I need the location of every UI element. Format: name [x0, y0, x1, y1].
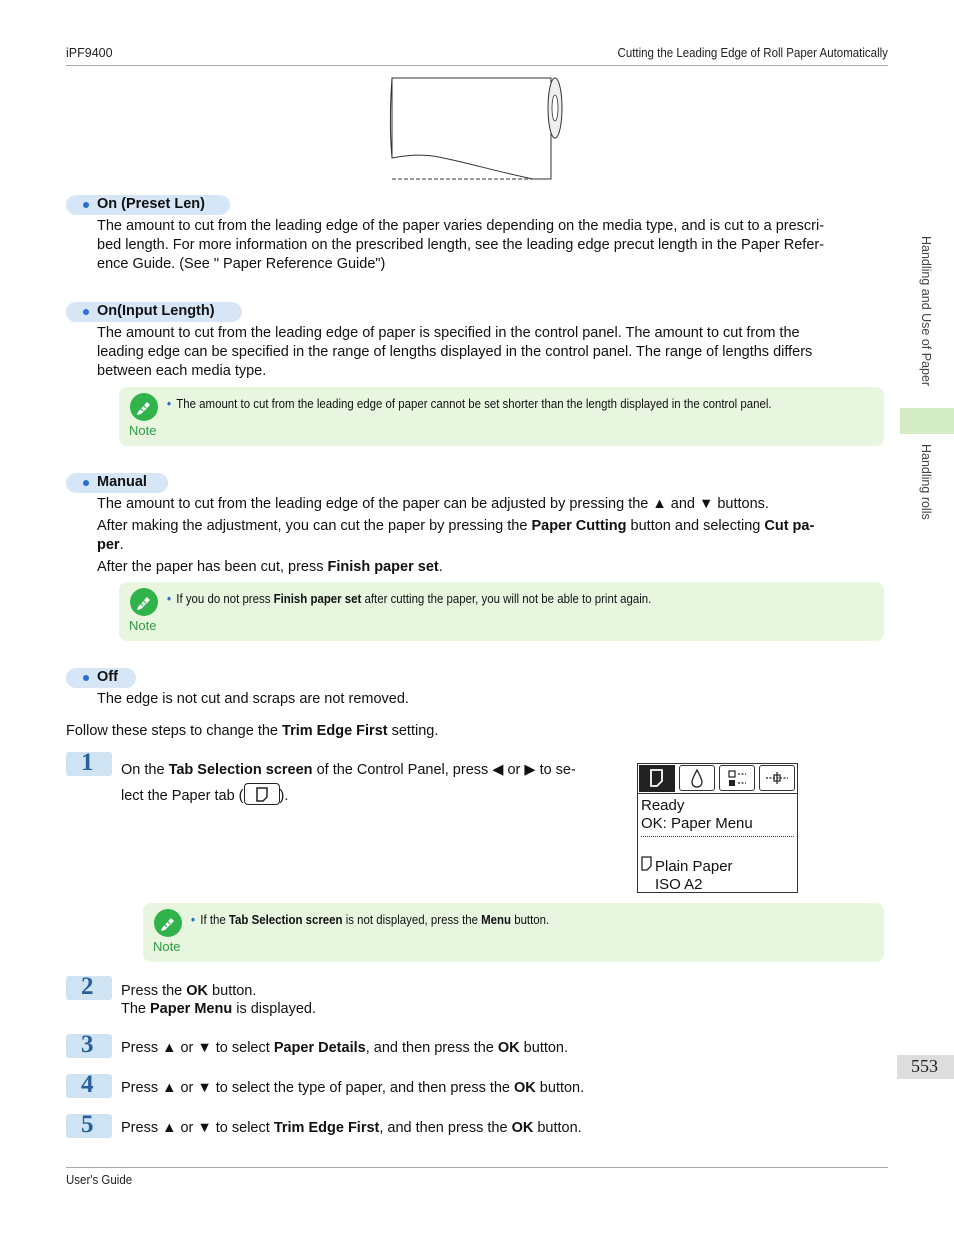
lcd-ok-paper-menu: OK: Paper Menu — [641, 815, 753, 832]
option-input-length-desc — [97, 324, 812, 381]
paper-tab-icon — [639, 765, 675, 792]
step-5-text: Press ▲ or ▼ to select Trim Edge First, and then press the OK button. — [121, 1120, 582, 1136]
step-number-1: 1 — [66, 752, 112, 776]
option-input-length: On(Input Length) — [66, 302, 242, 322]
option-manual-desc — [97, 495, 814, 577]
job-tab-icon — [719, 765, 755, 791]
note-text: • The amount to cut from the leading edge of paper cannot be set shorter than the length displayed in the control panel. — [167, 396, 772, 411]
note-text: • If the Tab Selection screen is not displayed, press the Menu button. — [191, 912, 550, 927]
header-rule — [66, 65, 888, 66]
desc-line: ence Guide. (See " Paper Reference Guide") — [97, 256, 386, 272]
footer-guide: User's Guide — [66, 1173, 133, 1187]
tab-bar — [638, 764, 797, 794]
option-manual: Manual — [66, 473, 168, 493]
header-model: iPF9400 — [66, 46, 113, 60]
note-box — [119, 582, 884, 641]
pencil-icon — [154, 909, 182, 937]
option-preset-len: On (Preset Len) — [66, 195, 230, 215]
option-off-desc: The edge is not cut and scraps are not removed. — [97, 691, 409, 707]
settings-tab-icon — [759, 765, 795, 791]
step-number-5: 5 — [66, 1114, 112, 1138]
note-box — [119, 387, 884, 446]
ink-tab-icon — [679, 765, 715, 791]
step-number-3: 3 — [66, 1034, 112, 1058]
lcd-ready: Ready — [641, 797, 685, 814]
option-preset-len-desc — [97, 217, 824, 274]
note-content: The amount to cut from the leading edge of paper cannot be set shorter than the length displayed in the control panel. — [176, 396, 772, 411]
desc-line: After making the adjustment, you can cut the paper by pressing the Paper Cutting button and selecting Cut pa- — [97, 518, 815, 534]
desc-line: The amount to cut from the leading edge of paper is specified in the control panel. The amount to cut from the — [97, 325, 800, 341]
step-1-text: On the Tab Selection screen of the Control Panel, press ◀ or ▶ to se- lect the Paper tab ( ). — [121, 762, 576, 804]
desc-line: bed length. For more information on the prescribed length, see the leading edge precut length in the Paper Refer- — [97, 237, 825, 253]
note-label: Note — [129, 618, 157, 633]
desc-line: between each media type. — [97, 363, 267, 379]
intro-text: Follow these steps to change the Trim Edge First setting. — [66, 723, 439, 739]
lcd-media-type: Plain Paper — [655, 858, 733, 875]
option-off: Off — [66, 668, 136, 688]
step-2-text: Press the OK button. The Paper Menu is displayed. — [121, 983, 317, 1017]
sidebar-section: Handling and Use of Paper — [919, 236, 933, 387]
step-number-2: 2 — [66, 976, 112, 1000]
desc-line: leading edge can be specified in the range of lengths displayed in the control panel. The range of lengths differs — [97, 344, 813, 360]
page-number-box — [897, 1055, 954, 1079]
desc-line: per. — [97, 537, 124, 553]
sidebar-tab-marker — [900, 408, 954, 434]
roll-paper-illustration — [388, 76, 568, 184]
desc-line: The amount to cut from the leading edge of the paper can be adjusted by pressing the ▲ and ▼ buttons. — [97, 496, 769, 512]
desc-line: The amount to cut from the leading edge of the paper varies depending on the media type, and is cut to a prescri- — [97, 218, 825, 234]
page-number: 553 — [911, 1056, 938, 1076]
pencil-icon — [130, 588, 158, 616]
control-panel-display — [637, 763, 798, 893]
paper-icon — [641, 856, 655, 876]
note-label: Note — [129, 423, 157, 438]
note-box — [143, 903, 884, 962]
sidebar-subsection: Handling rolls — [919, 444, 933, 520]
lcd-paper-info — [641, 856, 733, 894]
lcd-paper-size: ISO A2 — [655, 876, 703, 893]
note-text: • If you do not press Finish paper set after cutting the paper, you will not be able to print again. — [167, 591, 652, 606]
paper-tab-icon — [244, 783, 280, 805]
footer-rule — [66, 1167, 888, 1168]
note-label: Note — [153, 939, 181, 954]
header-title: Cutting the Leading Edge of Roll Paper Automatically — [617, 46, 888, 60]
step-number-4: 4 — [66, 1074, 112, 1098]
desc-line: After the paper has been cut, press Finish paper set. — [97, 559, 443, 575]
lcd-divider — [641, 836, 794, 837]
step-3-text: Press ▲ or ▼ to select Paper Details, and then press the OK button. — [121, 1040, 569, 1056]
lcd-status — [641, 797, 753, 833]
pencil-icon — [130, 393, 158, 421]
step-4-text: Press ▲ or ▼ to select the type of paper, and then press the OK button. — [121, 1080, 585, 1096]
